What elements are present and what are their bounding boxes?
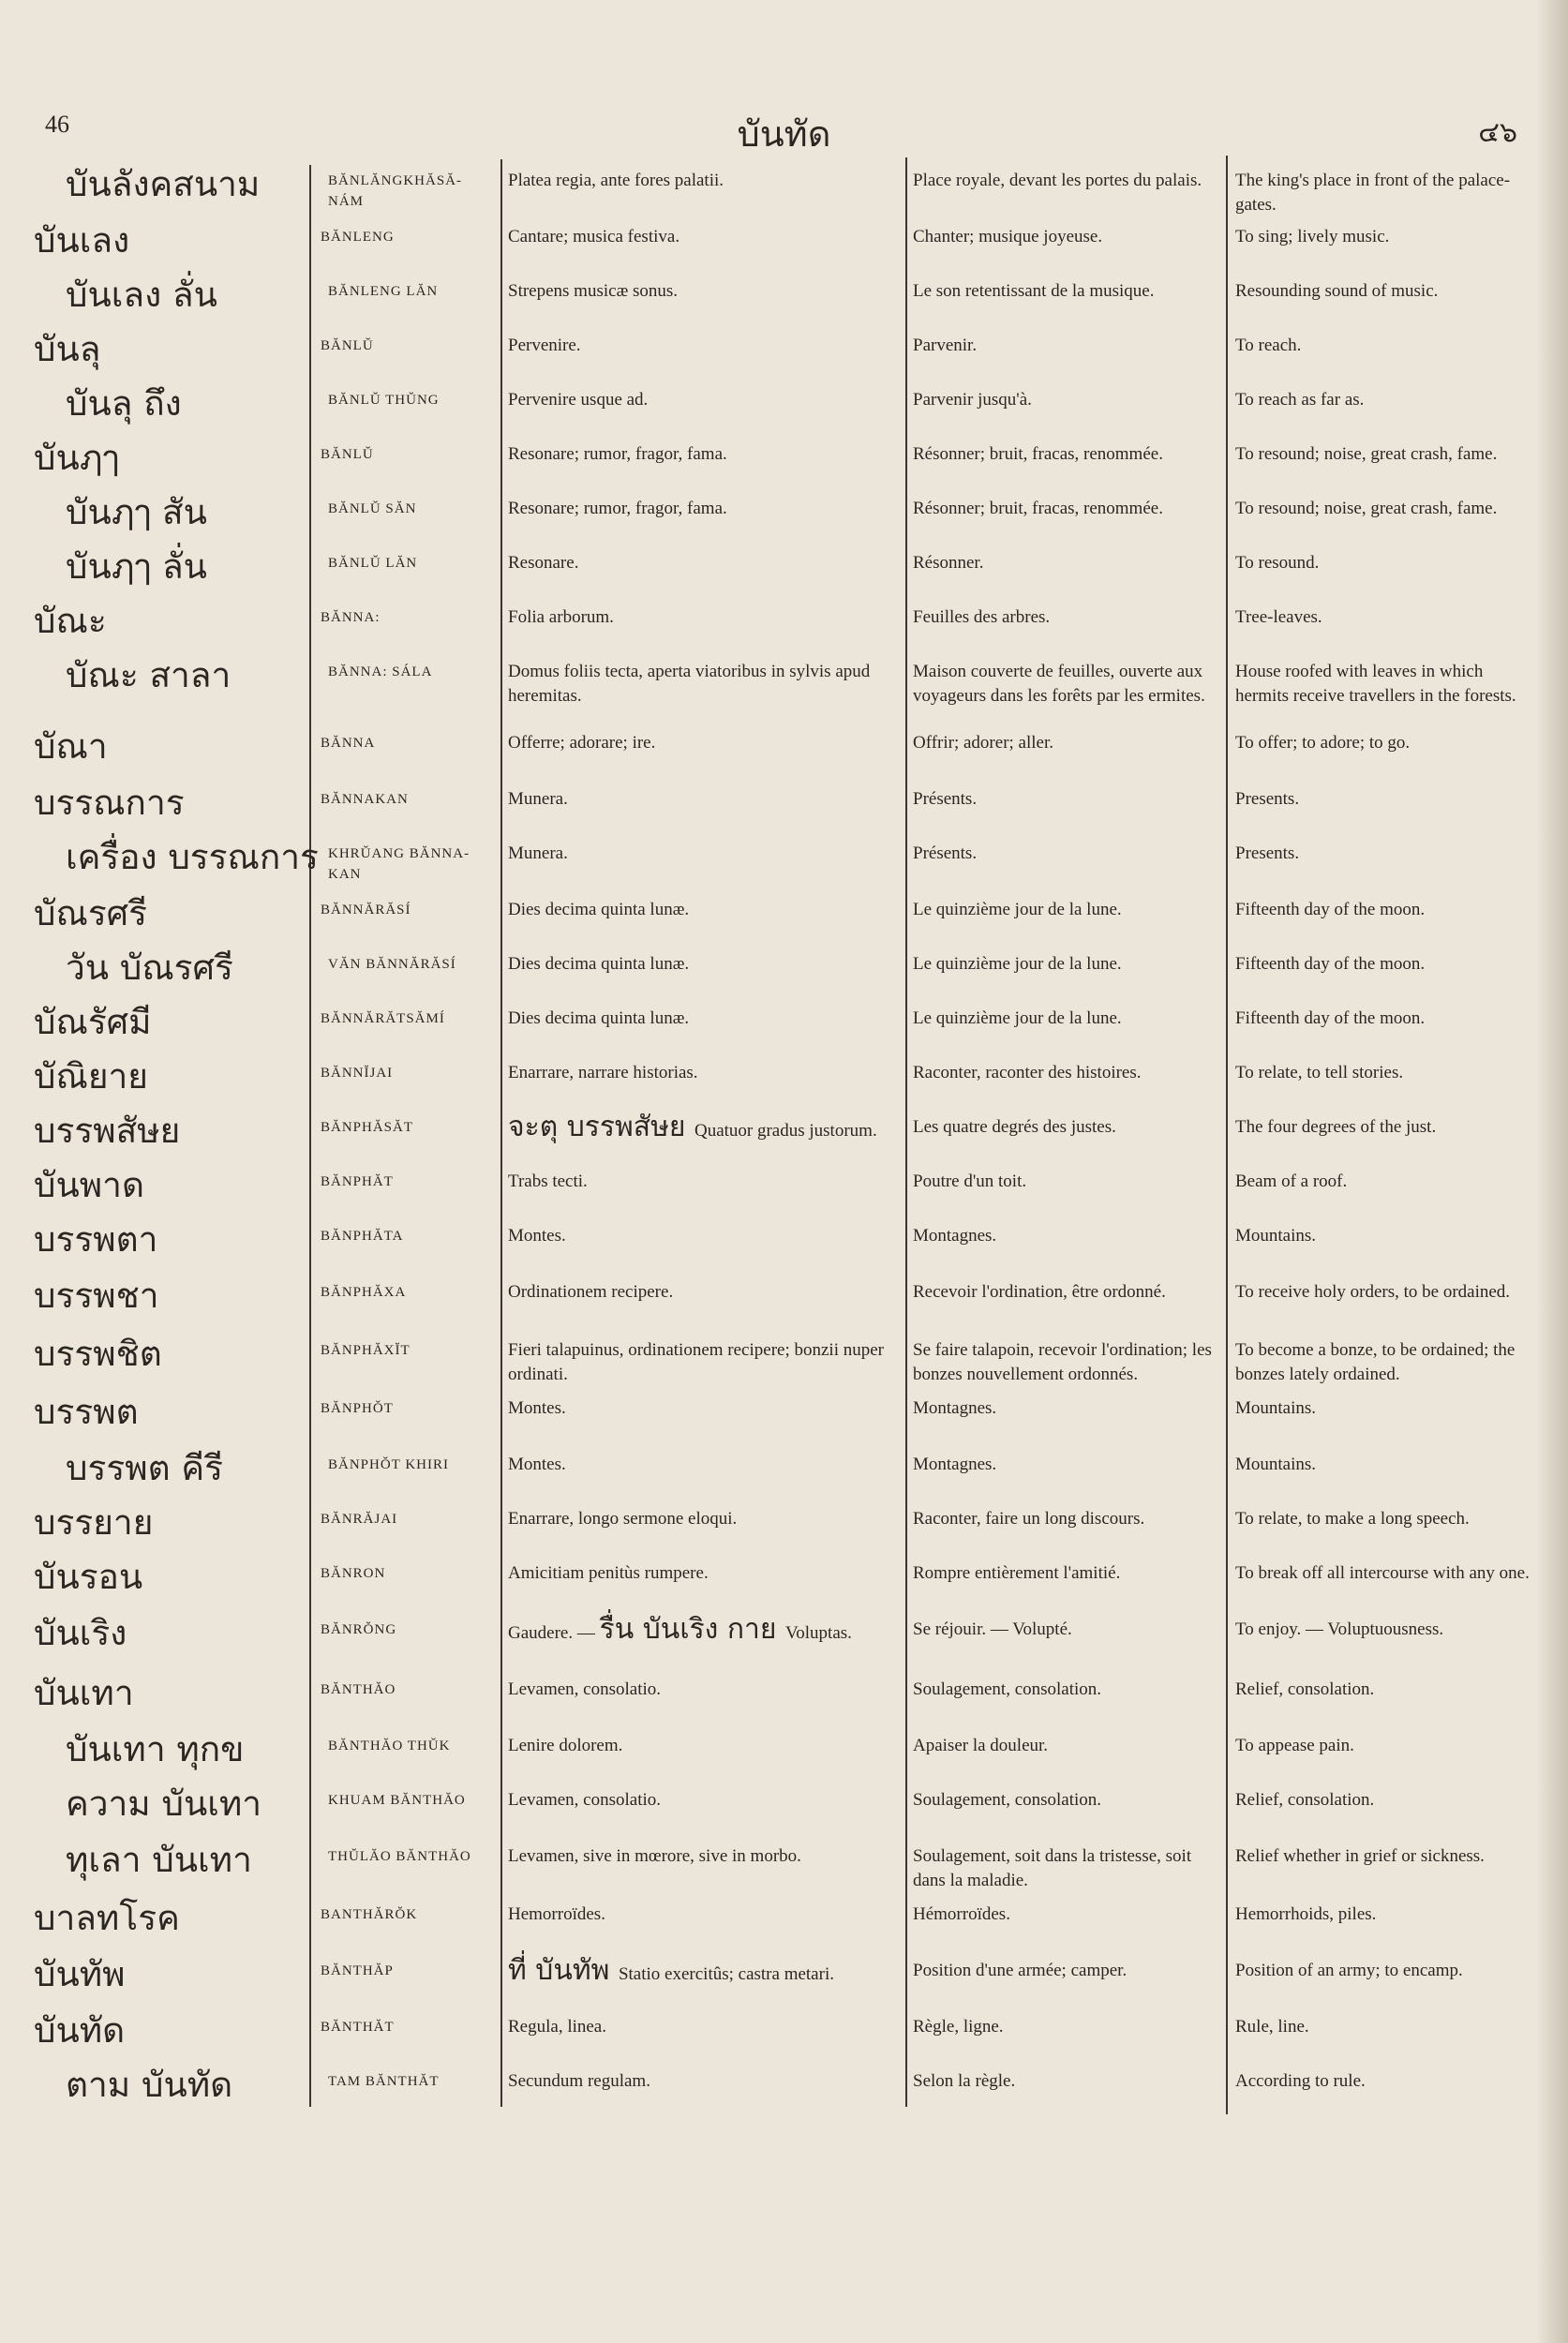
entry-english: Relief, consolation. (1235, 1679, 1375, 1699)
entry-romanization: BĂNPHĂSĂT (321, 1120, 414, 1135)
entry-thai-headword: บัณรัศมี (34, 1002, 152, 1042)
entry-thai-headword: บรรยาย (34, 1502, 154, 1543)
entry-latin: Pervenire usque ad. (508, 390, 649, 410)
entry-english: Fifteenth day of the moon. (1235, 954, 1426, 974)
entry-romanization: BANTHĂRŎK (321, 1907, 418, 1922)
entry-romanization: BĂNTHĂO THŬK (328, 1739, 451, 1754)
entry-latin (508, 1954, 892, 1987)
entry-romanization: BĂNNA (321, 736, 376, 751)
column-rule-1 (309, 165, 311, 2107)
entry-romanization: BĂNTHĂT (321, 2020, 395, 2035)
entry-thai-headword: บันเทา ทุกข (66, 1729, 245, 1769)
entry-french: Le quinzième jour de la lune. (913, 900, 1122, 919)
entry-romanization: BĂNPHŎT (321, 1401, 394, 1416)
entry-romanization: BĂNLŬ (321, 338, 374, 353)
entry-english: To reach as far as. (1235, 390, 1365, 410)
entry-latin: Munera. (508, 789, 568, 809)
entry-english: According to rule. (1235, 2071, 1366, 2091)
entry-thai-headword: บันลุ (34, 329, 101, 369)
entry-english: Resounding sound of music. (1235, 281, 1439, 301)
entry-thai-headword: บันเทา (34, 1673, 134, 1713)
entry-latin: Trabs tecti. (508, 1172, 588, 1191)
entry-english: To receive holy orders, to be ordained. (1235, 1282, 1511, 1302)
entry-thai-headword: บัณรศรี (34, 893, 148, 933)
entry-french: Chanter; musique joyeuse. (913, 227, 1103, 246)
entry-thai-headword: บัณะ (34, 601, 107, 641)
entry-romanization: BĂNRŎNG (321, 1622, 397, 1637)
entry-romanization: BĂNNA: SÁLA (328, 664, 433, 679)
entry-english: Rule, line. (1235, 2017, 1309, 2037)
entry-french: Le son retentissant de la musique. (913, 281, 1155, 301)
entry-latin-text: Quatuor gradus justorum. (694, 1121, 877, 1141)
entry-english: Tree-leaves. (1235, 607, 1322, 627)
entry-english: To relate, to make a long speech. (1235, 1509, 1470, 1529)
entry-latin-thai-phrase: รื่น บันเริง กาย (599, 1613, 785, 1646)
entry-thai-headword: บันฦๅ (34, 438, 120, 478)
entry-latin: Hemorroïdes. (508, 1904, 605, 1924)
entry-latin: Platea regia, ante fores palatii. (508, 171, 724, 190)
entry-latin-text: Gaudere. — (508, 1623, 600, 1643)
entry-english: To enjoy. — Voluptuousness. (1235, 1619, 1444, 1639)
entry-english: To resound. (1235, 553, 1320, 573)
entry-latin (508, 1613, 892, 1646)
entry-thai-headword: บันเลง ลั่น (66, 275, 217, 315)
entry-french: Raconter, faire un long discours. (913, 1509, 1145, 1529)
entry-french: Soulagement, consolation. (913, 1679, 1102, 1699)
entry-latin: Ordinationem recipere. (508, 1282, 674, 1302)
entry-french: Soulagement, soit dans la tristesse, soit dans la maladie. (913, 1846, 1192, 1890)
entry-french: Les quatre degrés des justes. (913, 1117, 1116, 1137)
entry-romanization: VĂN BĂNNĂRĂSÍ (328, 957, 456, 972)
entry-english: To appease pain. (1235, 1736, 1354, 1755)
entry-latin (508, 1111, 892, 1143)
entry-english: To resound; noise, great crash, fame. (1235, 444, 1498, 464)
entry-french: Apaiser la douleur. (913, 1736, 1049, 1755)
entry-thai-headword: บรรณการ (34, 783, 185, 823)
entry-thai-headword: ทุเลา บันเทา (66, 1840, 252, 1880)
entry-latin-thai-phrase: ที่ บันทัพ (508, 1954, 619, 1987)
entry-english: Beam of a roof. (1235, 1172, 1348, 1191)
entry-french: Parvenir jusqu'à. (913, 390, 1032, 410)
entry-latin-text: Voluptas. (785, 1623, 852, 1643)
entry-latin: Montes. (508, 1398, 566, 1418)
entry-romanization: KHRŬANG BĂNNA-KAN (328, 846, 470, 882)
entry-english: To sing; lively music. (1235, 227, 1390, 246)
entry-french: Présents. (913, 789, 978, 809)
entry-french: Feuilles des arbres. (913, 607, 1051, 627)
entry-latin: Folia arborum. (508, 607, 614, 627)
entry-english: House roofed with leaves in which hermits receive travellers in the forests. (1235, 662, 1516, 706)
entry-romanization: BĂNLŬ SĂN (328, 501, 417, 516)
entry-french: Maison couverte de feuilles, ouverte aux voyageurs dans les forêts par les ermites. (913, 662, 1205, 706)
entry-english: Fifteenth day of the moon. (1235, 1008, 1426, 1028)
entry-thai-headword: เครื่อง บรรณการ (66, 837, 319, 877)
entry-french: Résonner; bruit, fracas, renommée. (913, 444, 1163, 464)
entry-romanization: BĂNNĬJAI (321, 1066, 394, 1081)
entry-french: Résonner; bruit, fracas, renommée. (913, 499, 1163, 518)
entry-thai-headword: บันลุ ถึง (66, 383, 182, 424)
entry-french: Soulagement, consolation. (913, 1790, 1102, 1810)
entry-thai-headword: บัณา (34, 726, 108, 767)
entry-thai-headword: บันพาด (34, 1165, 144, 1205)
entry-thai-headword: บรรพชิต (34, 1334, 162, 1374)
entry-latin: Resonare. (508, 553, 579, 573)
entry-latin-text: Statio exercitûs; castra metari. (618, 1964, 834, 1984)
entry-latin: Levamen, consolatio. (508, 1679, 662, 1699)
entry-english: Presents. (1235, 789, 1300, 809)
entry-latin: Resonare; rumor, fragor, fama. (508, 499, 727, 518)
column-rule-2 (500, 159, 502, 2107)
entry-romanization: BĂNLŬ THŬNG (328, 393, 440, 408)
entry-romanization: BĂNNĂRĂTSĂMÍ (321, 1011, 445, 1026)
entry-english: Mountains. (1235, 1455, 1317, 1474)
entry-french: Se faire talapoin, recevoir l'ordination; les bonzes nouvellement ordonnés. (913, 1340, 1212, 1384)
entry-romanization: BĂNLENG LĂN (328, 284, 439, 299)
entry-english: To become a bonze, to be ordained; the bonzes lately ordained. (1235, 1340, 1516, 1384)
entry-english: To relate, to tell stories. (1235, 1063, 1404, 1082)
entry-romanization: KHUAM BĂNTHĂO (328, 1793, 466, 1808)
entry-thai-headword: บัณะ สาลา (66, 655, 231, 695)
entry-english: Relief, consolation. (1235, 1790, 1375, 1810)
entry-english: To resound; noise, great crash, fame. (1235, 499, 1498, 518)
entry-latin: Offerre; adorare; ire. (508, 733, 656, 753)
entry-french: Selon la règle. (913, 2071, 1016, 2091)
entry-latin: Dies decima quinta lunæ. (508, 900, 690, 919)
entry-thai-headword: บันลังคสนาม (66, 164, 261, 204)
entry-french: Montagnes. (913, 1398, 997, 1418)
entry-thai-headword: บรรพชา (34, 1276, 159, 1316)
entry-french: Rompre entièrement l'amitié. (913, 1563, 1121, 1583)
entry-french: Le quinzième jour de la lune. (913, 1008, 1122, 1028)
entry-french: Recevoir l'ordination, être ordonné. (913, 1282, 1166, 1302)
entry-thai-headword: วัน บัณรศรี (66, 948, 233, 988)
entry-romanization: BĂNRĂJAI (321, 1512, 398, 1527)
entry-english: Presents. (1235, 843, 1300, 863)
entry-english: Mountains. (1235, 1226, 1317, 1246)
entry-latin-thai-phrase: จะตุ บรรพสัษย (508, 1111, 694, 1143)
entry-thai-headword: บันทัพ (34, 1954, 126, 1994)
entry-latin: Dies decima quinta lunæ. (508, 1008, 690, 1028)
entry-romanization: BĂNNA: (321, 610, 381, 625)
entry-french: Règle, ligne. (913, 2017, 1004, 2037)
entry-latin: Enarrare, narrare historias. (508, 1063, 698, 1082)
column-rule-4 (1226, 156, 1228, 2114)
entry-french: Présents. (913, 843, 978, 863)
entry-english: Position of an army; to encamp. (1235, 1961, 1463, 1980)
entry-english: Mountains. (1235, 1398, 1317, 1418)
entry-thai-headword: บันฦๅ สัน (66, 492, 207, 532)
entry-english: To offer; to adore; to go. (1235, 733, 1411, 753)
entry-french: Parvenir. (913, 336, 978, 355)
entry-romanization: BĂNPHĂXA (321, 1285, 407, 1300)
entry-romanization: BĂNNĂRĂSÍ (321, 903, 411, 918)
page-number-left: 46 (45, 111, 69, 138)
running-header: บันทัด (737, 113, 831, 155)
entry-romanization: BĂNLŬ LĂN (328, 556, 418, 571)
entry-latin: Levamen, sive in mœrore, sive in morbo. (508, 1846, 801, 1866)
entry-romanization: BĂNPHŎT KHIRI (328, 1457, 449, 1472)
entry-french: Poutre d'un toit. (913, 1172, 1027, 1191)
entry-french: Position d'une armée; camper. (913, 1961, 1127, 1980)
entry-romanization: BĂNLĂNGKHĂSĂ-NÁM (328, 173, 462, 209)
entry-thai-headword: ความ บันเทา (66, 1783, 262, 1824)
entry-french: Offrir; adorer; aller. (913, 733, 1053, 753)
entry-thai-headword: ตาม บันทัด (66, 2065, 233, 2105)
entry-english: Fifteenth day of the moon. (1235, 900, 1426, 919)
entry-romanization: BĂNRON (321, 1566, 386, 1581)
column-rule-3 (905, 157, 907, 2107)
entry-latin: Fieri talapuinus, ordinationem recipere; bonzii nuper ordinati. (508, 1340, 884, 1384)
entry-thai-headword: บัณิยาย (34, 1056, 148, 1097)
entry-latin: Montes. (508, 1226, 566, 1246)
entry-french: Raconter, raconter des histoires. (913, 1063, 1142, 1082)
entry-latin: Resonare; rumor, fragor, fama. (508, 444, 727, 464)
entry-romanization: THŬLĂO BĂNTHĂO (328, 1849, 471, 1864)
entry-romanization: BĂNPHĂT (321, 1174, 394, 1189)
entry-french: Montagnes. (913, 1455, 997, 1474)
entry-romanization: BĂNTHĂO (321, 1682, 396, 1697)
entry-romanization: BĂNTHĂP (321, 1963, 394, 1978)
entry-english: The four degrees of the just. (1235, 1117, 1437, 1137)
entry-french: Hémorroïdes. (913, 1904, 1010, 1924)
entry-romanization: BĂNLENG (321, 230, 395, 245)
entry-french: Se réjouir. — Volupté. (913, 1619, 1072, 1639)
entry-latin: Montes. (508, 1455, 566, 1474)
entry-thai-headword: บันเริง (34, 1613, 127, 1653)
entry-thai-headword: บรรพตา (34, 1219, 158, 1260)
entry-romanization: TAM BĂNTHĂT (328, 2074, 440, 2089)
entry-french: Le quinzième jour de la lune. (913, 954, 1122, 974)
entry-thai-headword: บันเลง (34, 220, 130, 261)
entry-thai-headword: บรรพสัษย (34, 1111, 181, 1151)
entry-latin: Pervenire. (508, 336, 581, 355)
entry-french: Résonner. (913, 553, 984, 573)
entry-latin: Amicitiam penitùs rumpere. (508, 1563, 709, 1583)
entry-latin: Domus foliis tecta, aperta viatoribus in sylvis apud heremitas. (508, 662, 871, 706)
page-number-right: ๔๖ (1478, 116, 1517, 149)
entry-romanization: BĂNPHĂTA (321, 1229, 404, 1244)
entry-latin: Cantare; musica festiva. (508, 227, 680, 246)
entry-latin: Munera. (508, 843, 568, 863)
entry-latin: Strepens musicæ sonus. (508, 281, 679, 301)
entry-english: Hemorrhoids, piles. (1235, 1904, 1377, 1924)
entry-romanization: BĂNNAKAN (321, 792, 409, 807)
entry-latin: Lenire dolorem. (508, 1736, 623, 1755)
entry-latin: Levamen, consolatio. (508, 1790, 662, 1810)
entry-thai-headword: บันรอน (34, 1557, 143, 1597)
entry-latin: Secundum regulam. (508, 2071, 650, 2091)
entry-latin: Regula, linea. (508, 2017, 606, 2037)
entry-english: To break off all intercourse with any one. (1235, 1563, 1530, 1583)
entry-latin: Dies decima quinta lunæ. (508, 954, 690, 974)
page-edge-shadow (1536, 0, 1568, 2343)
entry-romanization: BĂNLŬ (321, 447, 374, 462)
entry-thai-headword: บรรพต (34, 1392, 139, 1432)
entry-french: Montagnes. (913, 1226, 997, 1246)
entry-latin: Enarrare, longo sermone eloqui. (508, 1509, 738, 1529)
entry-thai-headword: บรรพต คีรี (66, 1448, 224, 1488)
entry-thai-headword: บาลทโรค (34, 1898, 180, 1938)
entry-romanization: BĂNPHĂXĬT (321, 1343, 411, 1358)
entry-english: The king's place in front of the palace-gates. (1235, 171, 1511, 215)
entry-english: Relief whether in grief or sickness. (1235, 1846, 1485, 1866)
entry-thai-headword: บันทัด (34, 2010, 126, 2051)
entry-french: Place royale, devant les portes du palais. (913, 171, 1202, 190)
entry-thai-headword: บันฦๅ ลั่น (66, 546, 207, 587)
entry-english: To reach. (1235, 336, 1302, 355)
